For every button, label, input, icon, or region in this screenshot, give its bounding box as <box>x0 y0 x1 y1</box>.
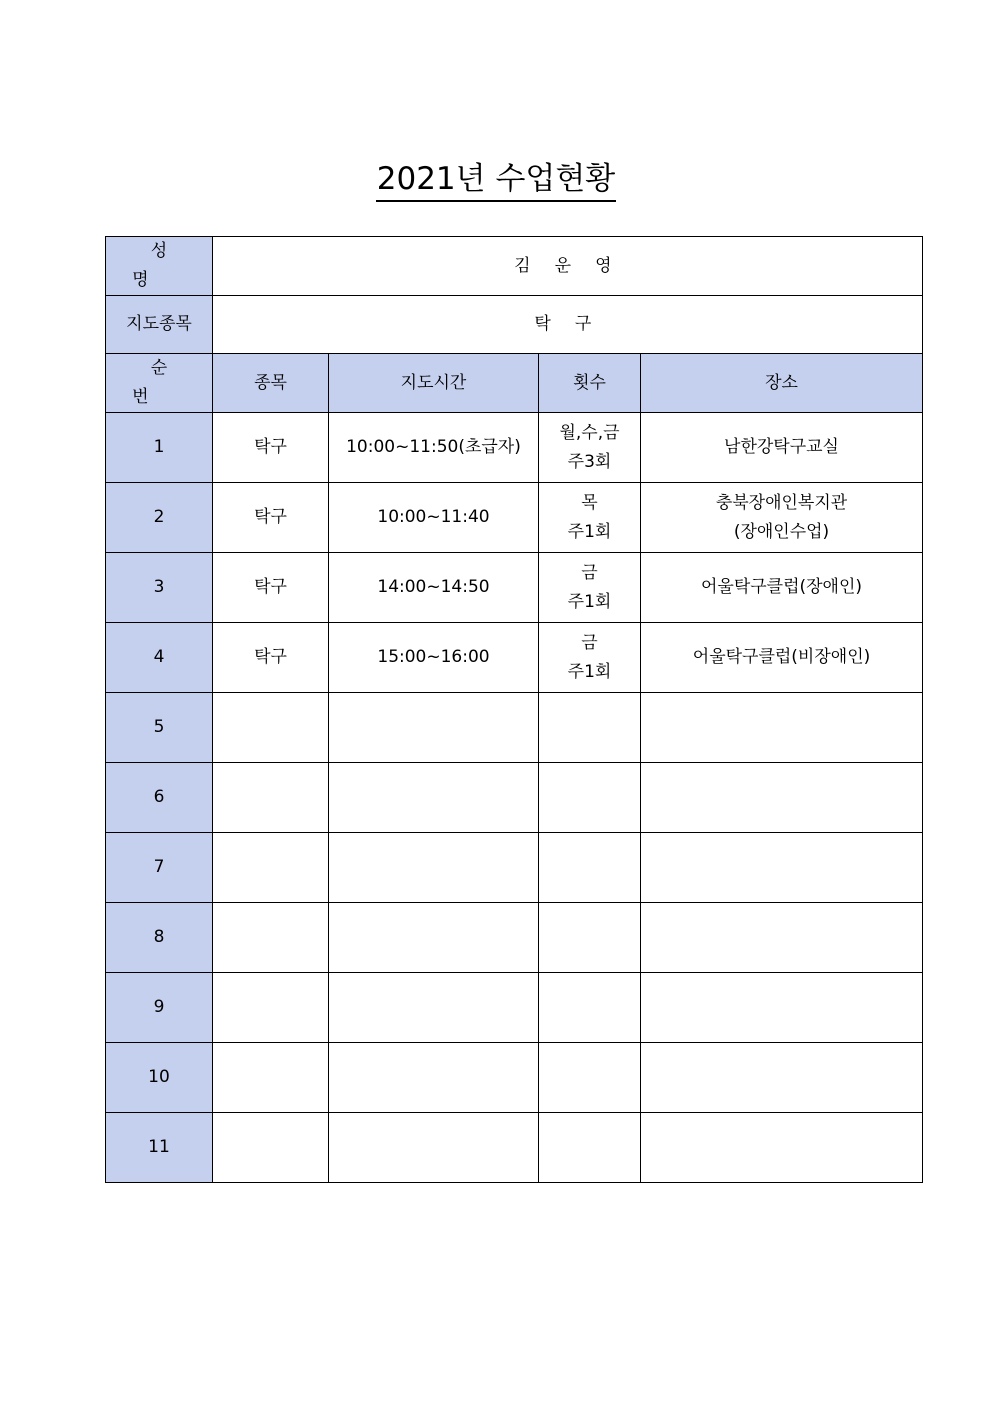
row-sport <box>213 1113 329 1183</box>
row-place <box>641 623 923 693</box>
row-sport: 탁구 <box>213 623 329 693</box>
row-time <box>329 693 539 763</box>
subject-row <box>106 296 923 354</box>
row-sport <box>213 693 329 763</box>
row-sport <box>213 763 329 833</box>
name-label-text: 성 명 <box>132 241 205 290</box>
row-place-name: 남한강탁구교실 <box>724 437 839 457</box>
table-row <box>106 833 923 903</box>
row-number: 5 <box>106 693 213 763</box>
row-place <box>641 903 923 973</box>
row-count-days: 금 <box>581 632 598 653</box>
row-number: 4 <box>106 623 213 693</box>
table-row <box>106 903 923 973</box>
column-header-place: 장소 <box>641 354 923 413</box>
row-place <box>641 693 923 763</box>
row-count <box>539 413 641 483</box>
row-count <box>539 973 641 1043</box>
row-time: 15:00~16:00 <box>329 623 539 693</box>
row-time: 14:00~14:50 <box>329 553 539 623</box>
row-number: 10 <box>106 1043 213 1113</box>
table-row <box>106 1043 923 1113</box>
row-count-days: 목 <box>581 492 598 513</box>
class-status-table <box>105 236 923 1183</box>
column-header-row <box>106 354 923 413</box>
row-sport <box>213 833 329 903</box>
row-number: 6 <box>106 763 213 833</box>
row-place <box>641 763 923 833</box>
document-title-wrap <box>0 160 992 202</box>
subject-value <box>213 296 923 354</box>
table-row <box>106 693 923 763</box>
row-place <box>641 553 923 623</box>
row-time: 10:00~11:40 <box>329 483 539 553</box>
row-place-name: 충북장애인복지관 <box>715 492 848 513</box>
name-row <box>106 237 923 296</box>
row-number: 7 <box>106 833 213 903</box>
column-header-no <box>106 354 213 413</box>
row-time <box>329 1113 539 1183</box>
table-row <box>106 483 923 553</box>
column-header-time: 지도시간 <box>329 354 539 413</box>
row-sport <box>213 973 329 1043</box>
row-count <box>539 623 641 693</box>
row-count <box>539 483 641 553</box>
row-place <box>641 1043 923 1113</box>
row-sport: 탁구 <box>213 483 329 553</box>
column-header-sport: 종목 <box>213 354 329 413</box>
row-place <box>641 413 923 483</box>
row-count <box>539 1113 641 1183</box>
row-number: 2 <box>106 483 213 553</box>
row-count-weekly: 주1회 <box>567 661 612 682</box>
row-count <box>539 693 641 763</box>
row-count-weekly: 주3회 <box>567 451 612 472</box>
row-place-name: 어울탁구클럽(장애인) <box>700 577 863 597</box>
row-time: 10:00~11:50(초급자) <box>329 413 539 483</box>
table-row <box>106 1113 923 1183</box>
table-row <box>106 553 923 623</box>
row-count <box>539 1043 641 1113</box>
column-header-no-text: 순 번 <box>132 358 205 407</box>
row-number: 9 <box>106 973 213 1043</box>
row-sport: 탁구 <box>213 553 329 623</box>
subject-label: 지도종목 <box>106 296 213 354</box>
row-number: 1 <box>106 413 213 483</box>
row-time <box>329 973 539 1043</box>
row-number: 11 <box>106 1113 213 1183</box>
row-sport: 탁구 <box>213 413 329 483</box>
column-header-count: 횟수 <box>539 354 641 413</box>
table-row <box>106 623 923 693</box>
row-sport <box>213 903 329 973</box>
table-row <box>106 763 923 833</box>
row-time <box>329 1043 539 1113</box>
row-place-name: 어울탁구클럽(비장애인) <box>692 647 871 667</box>
row-sport <box>213 1043 329 1113</box>
row-count <box>539 763 641 833</box>
name-label <box>106 237 213 296</box>
row-time <box>329 903 539 973</box>
row-count <box>539 553 641 623</box>
row-count-days: 금 <box>581 562 598 583</box>
row-number: 8 <box>106 903 213 973</box>
row-count <box>539 833 641 903</box>
row-count-weekly: 주1회 <box>567 591 612 612</box>
row-count-days: 월,수,금 <box>559 422 620 443</box>
table-row <box>106 973 923 1043</box>
row-place <box>641 483 923 553</box>
table-row <box>106 413 923 483</box>
row-time <box>329 763 539 833</box>
subject-value-text: 탁 구 <box>534 314 601 334</box>
row-place <box>641 833 923 903</box>
name-value-text: 김 운 영 <box>514 255 621 276</box>
row-number: 3 <box>106 553 213 623</box>
row-place <box>641 973 923 1043</box>
row-place-note: (장애인수업) <box>733 521 830 542</box>
row-count <box>539 903 641 973</box>
row-place <box>641 1113 923 1183</box>
document-title: 2021년 수업현황 <box>376 160 616 202</box>
row-count-weekly: 주1회 <box>567 521 612 542</box>
row-time <box>329 833 539 903</box>
name-value <box>213 237 923 296</box>
